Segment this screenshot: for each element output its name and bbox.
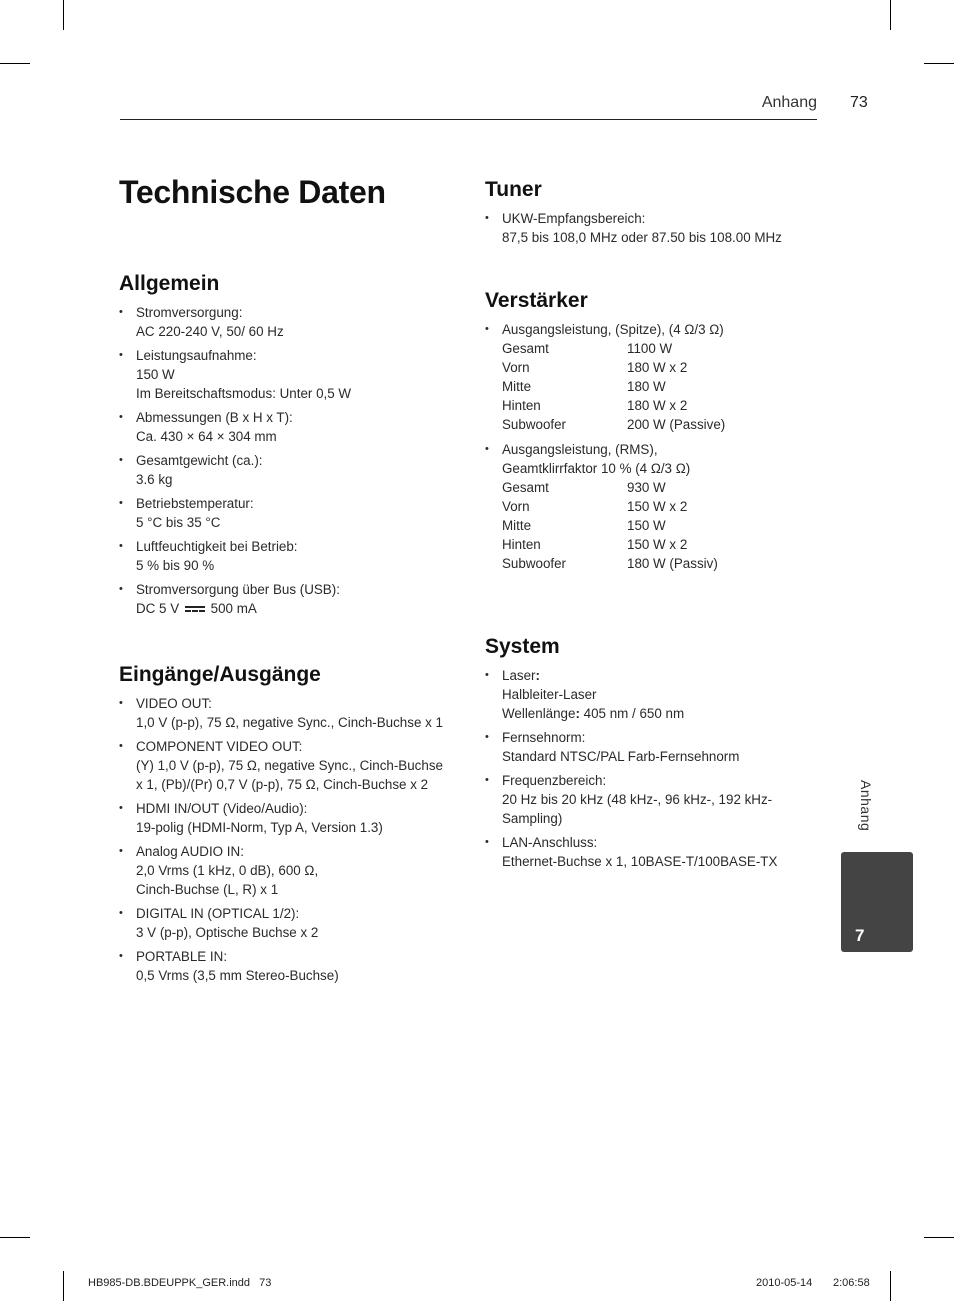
header-rule [120,119,817,120]
section-tuner [485,178,815,252]
spec-item: • VIDEO OUT: 1,0 V (p-p), 75 Ω, negative Sync., Cinch-Buchse x 1 [119,694,464,732]
page-number: 73 [850,94,868,111]
running-header-section: Anhang [761,94,817,111]
section-heading: Tuner [485,178,542,201]
power-table: Gesamt 930 W Vorn 150 W x 2 Mitte 150 W Hinten 150 W x 2 Subwoofer 180 W (Passiv) [502,480,718,571]
crop-mark [890,0,891,30]
spec-item: • Fernsehnorm: Standard NTSC/PAL Farb-Fernsehnorm [485,728,815,766]
spec-item: • Laser: Halbleiter-Laser Wellenlänge: 405 nm / 650 nm [485,666,815,723]
spec-item: • Betriebstemperatur: 5 °C bis 35 °C [119,494,459,532]
footer-date: 2010-05-14 [756,1277,813,1289]
chapter-number: 7 [855,926,865,945]
power-table: Gesamt 1100 W Vorn 180 W x 2 Mitte 180 W Hinten 180 W x 2 Subwoofer 200 W (Passive) [502,341,726,432]
spec-item: • HDMI IN/OUT (Video/Audio): 19-polig (HDMI-Norm, Typ A, Version 1.3) [119,799,464,837]
section-heading: Eingänge/Ausgänge [119,663,321,686]
side-tab-label: Anhang [858,780,874,832]
chapter-tab [841,852,913,952]
page-title: Technische Daten [119,174,386,210]
section-heading: Allgemein [119,272,220,295]
crop-mark [63,0,64,30]
footer-time: 2:06:58 [833,1277,870,1289]
spec-item: • LAN-Anschluss: Ethernet-Buchse x 1, 10BASE-T/100BASE-TX [485,833,815,871]
spec-item: • Stromversorgung: AC 220-240 V, 50/ 60 Hz [119,303,459,341]
spec-item: • DIGITAL IN (OPTICAL 1/2): 3 V (p-p), Optische Buchse x 2 [119,904,464,942]
spec-item: • Stromversorgung über Bus (USB): DC 5 V 500 mA [119,580,459,618]
spec-item: • Luftfeuchtigkeit bei Betrieb: 5 % bis 90 % [119,537,459,575]
section-heading: System [485,635,560,658]
spec-item: • UKW-Empfangsbereich: 87,5 bis 108,0 MHz oder 87.50 bis 108.00 MHz [485,209,815,247]
crop-mark [924,1237,954,1238]
spec-item: • Ausgangsleistung, (Spitze), (4 Ω/3 Ω) Gesamt 1100 W Vorn 180 W x 2 Mitte 180 W Hinten 180 W x 2 Subwoofer 200 W (Passive) [485,320,815,434]
spec-item: • Gesamtgewicht (ca.): 3.6 kg [119,451,459,489]
spec-item: • COMPONENT VIDEO OUT: (Y) 1,0 V (p-p), 75 Ω, negative Sync., Cinch-Buchse x 1, (Pb)/(Pr) 0,7 V (p-p), 75 Ω, Cinch-Buchse x 2 [119,737,464,794]
spec-item: • Leistungsaufnahme: 150 W Im Bereitschaftsmodus: Unter 0,5 W [119,346,459,403]
crop-mark [890,1271,891,1301]
crop-mark [63,1271,64,1301]
dc-symbol-icon [185,605,205,613]
spec-item: • Analog AUDIO IN: 2,0 Vrms (1 kHz, 0 dB), 600 Ω, Cinch-Buchse (L, R) x 1 [119,842,464,899]
section-system [485,635,815,876]
crop-mark [924,63,954,64]
crop-mark [0,63,30,64]
spec-item: • Frequenzbereich: 20 Hz bis 20 kHz (48 kHz-, 96 kHz-, 192 kHz- Sampling) [485,771,815,828]
spec-item: • Abmessungen (B x H x T): Ca. 430 × 64 × 304 mm [119,408,459,446]
spec-item: • PORTABLE IN: 0,5 Vrms (3,5 mm Stereo-Buchse) [119,947,464,985]
spec-item: • Ausgangsleistung, (RMS), Geamtklirrfaktor 10 % (4 Ω/3 Ω) Gesamt 930 W Vorn 150 W x 2 Mitte 150 W Hinten 150 W x 2 Subwoofer 180 W (Passiv) [485,440,815,573]
section-allgemein [119,272,459,623]
section-eingaenge-ausgaenge [119,663,464,990]
section-verstaerker [485,289,815,578]
footer-file: HB985-DB.BDEUPPK_GER.indd 73 [88,1277,272,1289]
crop-mark [0,1237,30,1238]
section-heading: Verstärker [485,289,588,312]
